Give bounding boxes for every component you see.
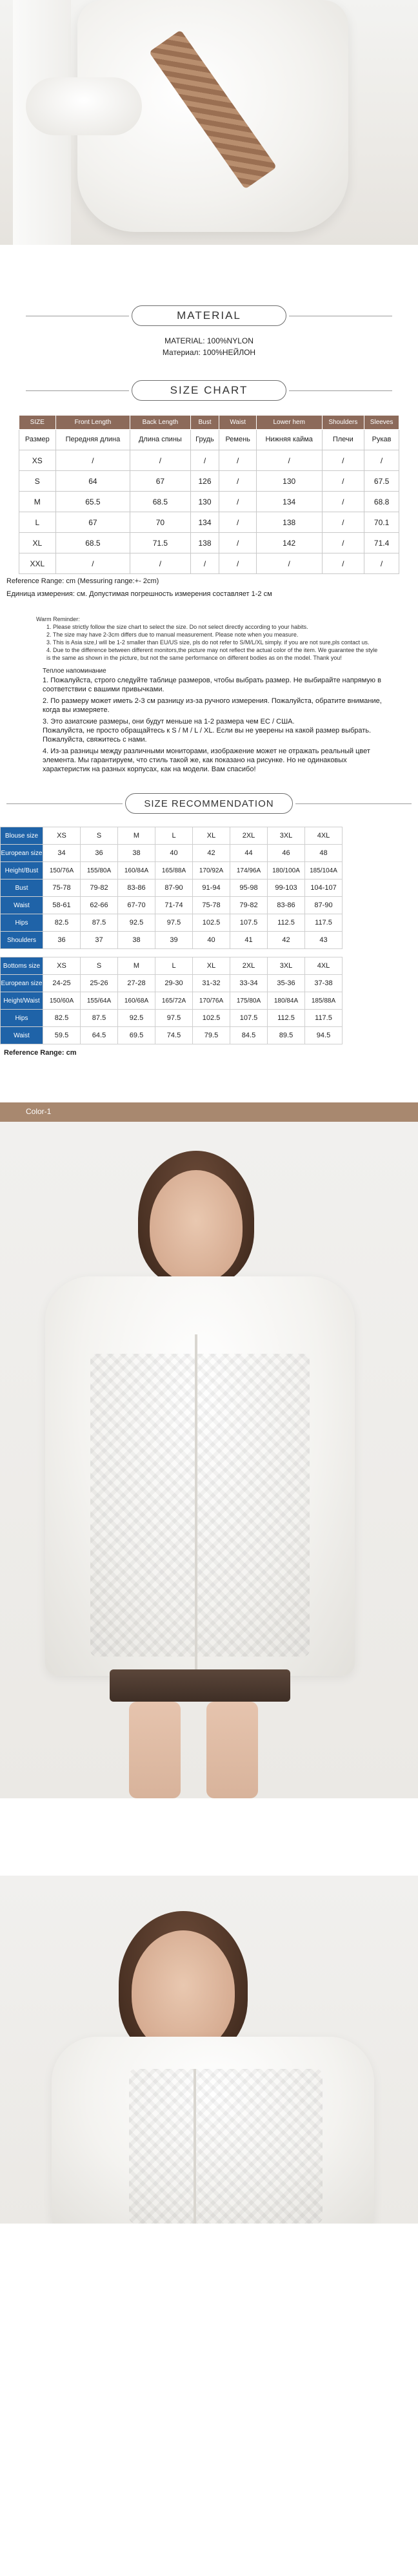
size-cell: / bbox=[219, 553, 256, 574]
table-cell: 35-36 bbox=[268, 975, 305, 992]
size-cell: / bbox=[364, 450, 399, 471]
table-cell: 37 bbox=[81, 932, 118, 949]
size-row bbox=[19, 512, 399, 533]
table-cell: 38 bbox=[118, 932, 155, 949]
table-cell: 74.5 bbox=[155, 1027, 193, 1044]
model-photo-2 bbox=[0, 1876, 418, 2224]
jacket-zipper bbox=[194, 2069, 196, 2224]
table-cell: 4XL bbox=[305, 957, 343, 975]
reminder-item: 4. Due to the difference between different monitors,the picture may not reflect the actual color of the item. We guarantee the style is the same as shown in the picture, but not the same performance on different bodies as on the model. Thank you! bbox=[46, 647, 378, 661]
reminder-ru-item: 1. Пожалуйста, строго следуйте таблице размеров, чтобы выбрать размер. Не выбирайте напрямую в соответствии с вашими привычками. bbox=[43, 677, 381, 693]
table-cell: 155/80A bbox=[81, 862, 118, 879]
header-cell: Bust bbox=[190, 416, 219, 430]
table-cell: 107.5 bbox=[230, 914, 268, 932]
size-cell: 130 bbox=[256, 471, 322, 492]
table-cell: 150/60A bbox=[43, 992, 81, 1010]
table-cell: 89.5 bbox=[268, 1027, 305, 1044]
bottoms-size-table bbox=[0, 957, 343, 1044]
size-cell: / bbox=[55, 450, 130, 471]
top-product-photo bbox=[0, 0, 418, 245]
size-cell: 138 bbox=[256, 512, 322, 533]
table-cell: 3XL bbox=[268, 957, 305, 975]
table-cell: S bbox=[81, 957, 118, 975]
size-cell: 64 bbox=[55, 471, 130, 492]
table-cell: 34 bbox=[43, 845, 81, 862]
blouse-size-table bbox=[0, 827, 343, 949]
reminder-ru-title: Теплое напоминание bbox=[43, 668, 106, 675]
size-cell: 67 bbox=[55, 512, 130, 533]
size-row bbox=[19, 533, 399, 553]
table-cell: 87.5 bbox=[81, 1010, 118, 1027]
table-cell: L bbox=[155, 827, 193, 845]
quilted-pattern bbox=[129, 2069, 323, 2224]
row-header: Shoulders bbox=[1, 932, 43, 949]
size-row bbox=[19, 553, 399, 574]
size-cell: XS bbox=[19, 450, 56, 471]
reminder-ru-item: 4. Из-за разницы между различными мониторами, изображение может не отражать реальный цвет элемента. Мы гарантируем, что стиль такой же, как показано на рисунке. Но не одинаковых характеристик на разных корпусах, как на модели. Вам спасибо! bbox=[43, 747, 370, 773]
size-cell: / bbox=[130, 450, 190, 471]
size-cell: 71.4 bbox=[364, 533, 399, 553]
table-cell: 83-86 bbox=[118, 879, 155, 897]
size-cell: XXL bbox=[19, 553, 56, 574]
table-cell: 25-26 bbox=[81, 975, 118, 992]
color-label: Color-1 bbox=[26, 1107, 52, 1116]
table-row bbox=[1, 1027, 343, 1044]
ru-header-cell: Длина спины bbox=[130, 430, 190, 450]
size-cell: / bbox=[219, 512, 256, 533]
table-cell: 102.5 bbox=[193, 1010, 230, 1027]
table-cell: 38 bbox=[118, 845, 155, 862]
size-cell: / bbox=[364, 553, 399, 574]
table-cell: 160/68A bbox=[118, 992, 155, 1010]
table-row bbox=[1, 897, 343, 914]
quilted-pattern bbox=[90, 1354, 310, 1657]
table-cell: 75-78 bbox=[43, 879, 81, 897]
brown-shorts bbox=[110, 1669, 290, 1702]
color-banner bbox=[0, 1102, 418, 1122]
jacket-zipper bbox=[195, 1334, 197, 1669]
size-cell: / bbox=[190, 553, 219, 574]
table-row bbox=[1, 957, 343, 975]
size-cell: 70 bbox=[130, 512, 190, 533]
size-cell: / bbox=[219, 533, 256, 553]
table-cell: 112.5 bbox=[268, 914, 305, 932]
table-cell: 107.5 bbox=[230, 1010, 268, 1027]
size-row bbox=[19, 450, 399, 471]
table-row bbox=[1, 827, 343, 845]
size-row bbox=[19, 471, 399, 492]
size-chart-ru-row bbox=[19, 430, 399, 450]
model-photo-1 bbox=[0, 1122, 418, 1798]
table-cell: 33-34 bbox=[230, 975, 268, 992]
size-cell: XL bbox=[19, 533, 56, 553]
table-cell: 27-28 bbox=[118, 975, 155, 992]
divider-line bbox=[26, 390, 129, 391]
reference-range-cm: Reference Range: cm bbox=[4, 1049, 77, 1057]
size-cell: 138 bbox=[190, 533, 219, 553]
size-cell: 68.8 bbox=[364, 492, 399, 512]
divider-line bbox=[289, 390, 392, 391]
table-cell: 185/88A bbox=[305, 992, 343, 1010]
header-cell: Front Length bbox=[55, 416, 130, 430]
table-cell: 46 bbox=[268, 845, 305, 862]
ru-header-cell: Плечи bbox=[322, 430, 364, 450]
table-cell: 71-74 bbox=[155, 897, 193, 914]
table-cell: XS bbox=[43, 957, 81, 975]
ru-header-cell: Размер bbox=[19, 430, 56, 450]
row-header: Height/Bust bbox=[1, 862, 43, 879]
unit-note-ru: Единица измерения: см. Допустимая погрешность измерения составляет 1-2 см bbox=[6, 590, 272, 598]
model-leg-left bbox=[129, 1702, 181, 1798]
reminder-ru-item: 2. По размеру может иметь 2-3 см разницу из-за ручного измерения. Пожалуйста, обратите внимание, когда вы измеряете. bbox=[43, 697, 382, 714]
size-cell: M bbox=[19, 492, 56, 512]
table-cell: L bbox=[155, 957, 193, 975]
table-cell: 2XL bbox=[230, 827, 268, 845]
table-cell: 117.5 bbox=[305, 1010, 343, 1027]
size-chart-table bbox=[19, 415, 399, 574]
size-cell: / bbox=[256, 450, 322, 471]
size-cell: 68.5 bbox=[130, 492, 190, 512]
warm-reminder-ru bbox=[0, 667, 387, 774]
table-cell: 36 bbox=[43, 932, 81, 949]
model-face bbox=[150, 1170, 243, 1283]
row-header: Bottoms size bbox=[1, 957, 43, 975]
size-cell: / bbox=[256, 553, 322, 574]
size-cell: / bbox=[322, 553, 364, 574]
table-cell: S bbox=[81, 827, 118, 845]
table-cell: 67-70 bbox=[118, 897, 155, 914]
table-cell: 79.5 bbox=[193, 1027, 230, 1044]
size-cell: / bbox=[55, 553, 130, 574]
size-cell: / bbox=[322, 533, 364, 553]
table-cell: XS bbox=[43, 827, 81, 845]
header-cell: Sleeves bbox=[364, 416, 399, 430]
table-cell: 150/76A bbox=[43, 862, 81, 879]
table-cell: M bbox=[118, 957, 155, 975]
size-chart-title: SIZE CHART bbox=[132, 380, 286, 401]
size-cell: / bbox=[219, 492, 256, 512]
size-cell: 71.5 bbox=[130, 533, 190, 553]
size-cell: / bbox=[190, 450, 219, 471]
model-face bbox=[132, 1930, 235, 2053]
header-cell: Lower hem bbox=[256, 416, 322, 430]
table-row bbox=[1, 862, 343, 879]
table-cell: 82.5 bbox=[43, 1010, 81, 1027]
table-cell: 64.5 bbox=[81, 1027, 118, 1044]
size-cell: S bbox=[19, 471, 56, 492]
table-row bbox=[1, 1010, 343, 1027]
reference-range-note: Reference Range: cm (Messuring range:+- 2cm) bbox=[6, 577, 159, 585]
size-cell: 67.5 bbox=[364, 471, 399, 492]
material-line-ru: Материал: 100%НЕЙЛОН bbox=[162, 348, 256, 357]
table-cell: 42 bbox=[268, 932, 305, 949]
reminder-ru-item: 3. Это азиатские размеры, они будут меньше на 1-2 размера чем ЕС / США. bbox=[43, 718, 295, 726]
reminder-ru-item: Пожалуйста, не просто обращайтесь к S / M / L / XL. Если вы не уверены на какой размер выбрать. Пожалуйста, свяжитесь с нами. bbox=[43, 727, 372, 744]
row-header: Bust bbox=[1, 879, 43, 897]
table-cell: M bbox=[118, 827, 155, 845]
table-cell: 102.5 bbox=[193, 914, 230, 932]
table-cell: 170/76A bbox=[193, 992, 230, 1010]
size-cell: 142 bbox=[256, 533, 322, 553]
size-recommendation-title: SIZE RECOMMENDATION bbox=[125, 793, 293, 814]
table-cell: 59.5 bbox=[43, 1027, 81, 1044]
table-cell: 185/104A bbox=[305, 862, 343, 879]
size-cell: 70.1 bbox=[364, 512, 399, 533]
reminder-item: 1. Please strictly follow the size chart to select the size. Do not select directly according to your habits. bbox=[46, 624, 308, 630]
table-cell: 62-66 bbox=[81, 897, 118, 914]
table-cell: 175/80A bbox=[230, 992, 268, 1010]
table-cell: 42 bbox=[193, 845, 230, 862]
row-header: Blouse size bbox=[1, 827, 43, 845]
table-cell: 40 bbox=[193, 932, 230, 949]
table-cell: 4XL bbox=[305, 827, 343, 845]
table-cell: 87.5 bbox=[81, 914, 118, 932]
reminder-title: Warm Reminder: bbox=[36, 616, 80, 622]
size-cell: 126 bbox=[190, 471, 219, 492]
table-row bbox=[1, 845, 343, 862]
size-cell: / bbox=[322, 450, 364, 471]
table-cell: 41 bbox=[230, 932, 268, 949]
table-row bbox=[1, 914, 343, 932]
table-cell: 39 bbox=[155, 932, 193, 949]
table-cell: 180/100A bbox=[268, 862, 305, 879]
table-cell: 155/64A bbox=[81, 992, 118, 1010]
material-section-header bbox=[0, 303, 418, 329]
size-cell: / bbox=[322, 471, 364, 492]
table-cell: XL bbox=[193, 827, 230, 845]
ru-header-cell: Нижняя кайма bbox=[256, 430, 322, 450]
size-cell: L bbox=[19, 512, 56, 533]
table-cell: 87-90 bbox=[305, 897, 343, 914]
table-cell: 160/84A bbox=[118, 862, 155, 879]
table-cell: XL bbox=[193, 957, 230, 975]
row-header: Waist bbox=[1, 1027, 43, 1044]
divider-line bbox=[295, 803, 412, 804]
table-cell: 69.5 bbox=[118, 1027, 155, 1044]
table-cell: 84.5 bbox=[230, 1027, 268, 1044]
size-cell: 67 bbox=[130, 471, 190, 492]
table-cell: 40 bbox=[155, 845, 193, 862]
size-cell: 130 bbox=[190, 492, 219, 512]
table-cell: 97.5 bbox=[155, 1010, 193, 1027]
table-cell: 36 bbox=[81, 845, 118, 862]
table-cell: 174/96A bbox=[230, 862, 268, 879]
reminder-item: 2. The size may have 2-3cm differs due to manual measurement. Please note when you measure. bbox=[46, 631, 299, 638]
row-header: Hips bbox=[1, 1010, 43, 1027]
table-cell: 91-94 bbox=[193, 879, 230, 897]
table-cell: 112.5 bbox=[268, 1010, 305, 1027]
ru-header-cell: Рукав bbox=[364, 430, 399, 450]
table-cell: 165/72A bbox=[155, 992, 193, 1010]
table-cell: 82.5 bbox=[43, 914, 81, 932]
table-cell: 75-78 bbox=[193, 897, 230, 914]
size-cell: 68.5 bbox=[55, 533, 130, 553]
ru-header-cell: Ремень bbox=[219, 430, 256, 450]
table-cell: 87-90 bbox=[155, 879, 193, 897]
table-cell: 48 bbox=[305, 845, 343, 862]
reminder-item: 3. This is Asia size,I will be 1-2 smaller than EU/US size, pls do not refer to S/M/L/XL simply. if you are not sure,pls contact us. bbox=[46, 639, 370, 646]
table-cell: 92.5 bbox=[118, 914, 155, 932]
row-header: European size bbox=[1, 975, 43, 992]
table-row bbox=[1, 975, 343, 992]
table-cell: 43 bbox=[305, 932, 343, 949]
table-cell: 79-82 bbox=[81, 879, 118, 897]
table-cell: 94.5 bbox=[305, 1027, 343, 1044]
size-chart-section-header bbox=[0, 378, 418, 403]
table-cell: 92.5 bbox=[118, 1010, 155, 1027]
table-row bbox=[1, 932, 343, 949]
table-cell: 97.5 bbox=[155, 914, 193, 932]
table-cell: 165/88A bbox=[155, 862, 193, 879]
table-cell: 170/92A bbox=[193, 862, 230, 879]
table-cell: 44 bbox=[230, 845, 268, 862]
model-leg-right bbox=[206, 1702, 258, 1798]
table-cell: 24-25 bbox=[43, 975, 81, 992]
size-cell: 65.5 bbox=[55, 492, 130, 512]
size-cell: 134 bbox=[256, 492, 322, 512]
table-cell: 79-82 bbox=[230, 897, 268, 914]
table-row bbox=[1, 879, 343, 897]
header-cell: Back Length bbox=[130, 416, 190, 430]
size-cell: / bbox=[130, 553, 190, 574]
row-header: Waist bbox=[1, 897, 43, 914]
table-cell: 3XL bbox=[268, 827, 305, 845]
table-cell: 99-103 bbox=[268, 879, 305, 897]
table-cell: 117.5 bbox=[305, 914, 343, 932]
ru-header-cell: Передняя длина bbox=[55, 430, 130, 450]
table-cell: 29-30 bbox=[155, 975, 193, 992]
table-cell: 95-98 bbox=[230, 879, 268, 897]
size-cell: / bbox=[219, 471, 256, 492]
table-cell: 2XL bbox=[230, 957, 268, 975]
sleeve-image bbox=[26, 77, 142, 135]
table-cell: 31-32 bbox=[193, 975, 230, 992]
row-header: Hips bbox=[1, 914, 43, 932]
size-cell: / bbox=[322, 512, 364, 533]
row-header: Height/Waist bbox=[1, 992, 43, 1010]
header-cell: Waist bbox=[219, 416, 256, 430]
warm-reminder-en bbox=[0, 615, 381, 662]
table-cell: 180/84A bbox=[268, 992, 305, 1010]
size-cell: / bbox=[322, 492, 364, 512]
ru-header-cell: Грудь bbox=[190, 430, 219, 450]
divider-line bbox=[6, 803, 123, 804]
material-info bbox=[0, 335, 418, 358]
material-line-en: MATERIAL: 100%NYLON bbox=[164, 336, 254, 345]
header-cell: Shoulders bbox=[322, 416, 364, 430]
table-cell: 58-61 bbox=[43, 897, 81, 914]
table-row bbox=[1, 992, 343, 1010]
table-cell: 104-107 bbox=[305, 879, 343, 897]
size-row bbox=[19, 492, 399, 512]
size-cell: / bbox=[219, 450, 256, 471]
size-recommendation-section-header bbox=[0, 791, 418, 816]
size-cell: 134 bbox=[190, 512, 219, 533]
table-cell: 37-38 bbox=[305, 975, 343, 992]
material-title: MATERIAL bbox=[132, 305, 286, 326]
table-cell: 83-86 bbox=[268, 897, 305, 914]
header-cell: SIZE bbox=[19, 416, 56, 430]
row-header: European size bbox=[1, 845, 43, 862]
size-chart-header-row bbox=[19, 416, 399, 430]
